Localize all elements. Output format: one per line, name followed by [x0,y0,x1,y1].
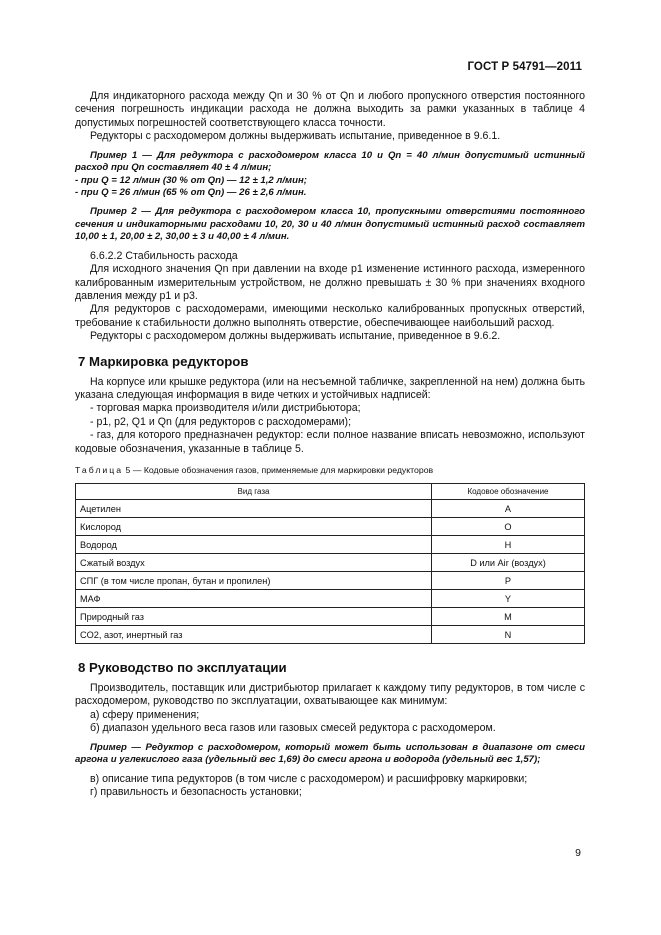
example-2: Пример 2 — Для редуктора с расходомером класса 10, пропускными отверстиями постоянного сечения и индикаторными расходами 10, 20, 30 и 40 л/мин допустимый истинный расход составляет 10,00 ± 1, 20,00 ± 2, 30,00 ± 3 и 40,00 ± 4 л/мин. [75,206,585,243]
table-caption [75,465,585,476]
table-row [76,554,585,572]
gas-code: M [432,608,585,626]
table-row [76,626,585,644]
paragraph: Для исходного значения Qn при давлении на входе p1 изменение истинного расхода, измеренного калиброванным измерительным устройством, не должно превышать ± 30 % при значениях входного давления между p1 и p3. [75,263,585,302]
table-row [76,518,585,536]
table-row [76,500,585,518]
gas-code: Y [432,590,585,608]
column-header-code: Кодовое обозначение [432,484,585,500]
table-row [76,536,585,554]
subsection-title: 6.6.2.2 Стабильность расхода [90,249,238,262]
example-1: Пример 1 — Для редуктора с расходомером класса 10 и Qn = 40 л/мин допустимый истинный расход при Qn составляет 40 ± 4 л/мин; [75,149,585,174]
gas-name: Кислород [76,518,432,536]
gas-code: A [432,500,585,518]
gas-name: Водород [76,536,432,554]
example-1-item: - при Q = 26 л/мин (65 % от Qn) — 26 ± 2,6 л/мин. [75,187,307,199]
gas-code: H [432,536,585,554]
paragraph: Для редукторов с расходомерами, имеющими несколько калиброванных пропускных отверстий, требование к стабильности должно выполнять отверстие, обеспечивающее наибольший расход. [75,303,585,329]
section-7-heading: 7 Маркировка редукторов [78,353,249,369]
paragraph: Производитель, поставщик или дистрибьютор прилагает к каждому типу редукторов, в том числе с расходомером, руководство по эксплуатации, охватывающее как минимум: [75,682,585,708]
gas-name: CO2, азот, инертный газ [76,626,432,644]
column-header-gas: Вид газа [76,484,432,500]
paragraph: Редукторы с расходомером должны выдерживать испытание, приведенное в 9.6.1. [90,130,501,143]
gas-code: P [432,572,585,590]
table-header-row [76,484,585,500]
list-item: - газ, для которого предназначен редуктор: если полное название вписать невозможно, используют кодовые обозначения, указанные в таблице 5. [75,429,585,455]
gas-code: D или Air (воздух) [432,554,585,572]
gas-name: МАФ [76,590,432,608]
list-item: б) диапазон удельного веса газов или газовых смесей редуктора с расходомером. [90,722,496,735]
paragraph: Редукторы с расходомером должны выдерживать испытание, приведенное в 9.6.2. [90,330,501,343]
list-item: - p1, p2, Q1 и Qn (для редукторов с расходомерами); [90,415,352,428]
gas-name: Ацетилен [76,500,432,518]
page-number: 9 [575,847,581,859]
table-caption-text: 5 — Кодовые обозначения газов, применяемые для маркировки редукторов [123,465,434,476]
table-caption-label: Таблица [75,465,124,476]
section-8-heading: 8 Руководство по эксплуатации [78,660,287,676]
table-row [76,608,585,626]
paragraph: Для индикаторного расхода между Qn и 30 % от Qn и любого пропускного отверстия постоянного сечения погрешность индикации расхода не должна выходить за рамки указанных в таблице 4 допустимых погрешностей соответствующего класса точности. [75,90,585,129]
list-item: - торговая марка производителя и/или дистрибьютора; [90,402,361,415]
page-content [75,90,585,800]
gas-codes-table [75,483,585,644]
example-1-item: - при Q = 12 л/мин (30 % от Qn) — 12 ± 1,2 л/мин; [75,174,307,186]
gas-name: СПГ (в том числе пропан, бутан и пропилен) [76,572,432,590]
gas-name: Сжатый воздух [76,554,432,572]
table-row [76,572,585,590]
gas-code: O [432,518,585,536]
document-id: ГОСТ Р 54791—2011 [467,61,582,73]
gas-code: N [432,626,585,644]
list-item: а) сферу применения; [90,708,200,721]
example: Пример — Редуктор с расходомером, который может быть использован в диапазоне от смеси аргона и углекислого газа (удельный вес 1,69) до смеси аргона и водорода (удельный вес 1,57); [75,741,585,766]
gas-name: Природный газ [76,608,432,626]
table-row [76,590,585,608]
paragraph: На корпусе или крышке редуктора (или на несъемной табличке, закрепленной на нем) должна быть указана следующая информация в виде четких и устойчивых надписей: [75,375,585,402]
list-item: г) правильность и безопасность установки; [90,786,302,799]
list-item: в) описание типа редукторов (в том числе с расходомером) и расшифровку маркировки; [90,772,528,785]
